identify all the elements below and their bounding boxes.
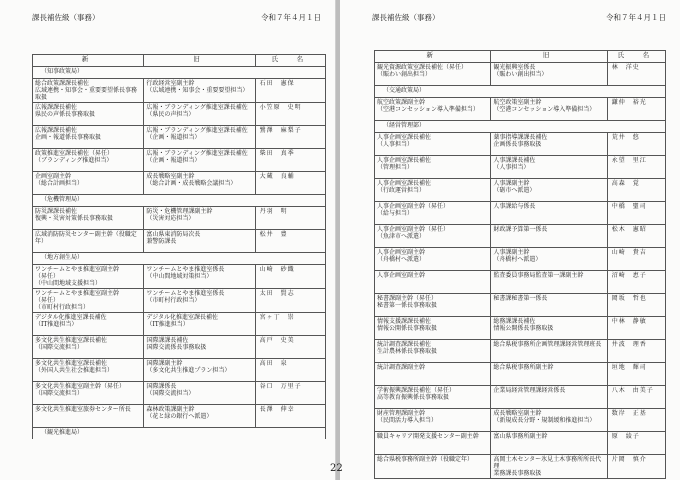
- new-position: ワンチームとやま推進室副主幹 （昇任） （中山間地域支援担当）: [33, 265, 144, 289]
- table-row: [33, 313, 326, 336]
- old-position: 人事課副主幹 （砺市へ派遣）: [491, 179, 607, 202]
- table-row: [33, 336, 326, 359]
- table-row: [33, 149, 326, 172]
- old-position: 人事課課長補佐 （人事担当）: [491, 156, 607, 179]
- column-header-name: 氏 名: [607, 51, 665, 63]
- old-position: 人事課副主幹 （舟橋村へ派遣）: [491, 248, 607, 271]
- table-row: [375, 432, 666, 455]
- section-row: [375, 86, 666, 98]
- table-row: [375, 294, 666, 317]
- left-page-date: 令和７年４月１日: [261, 13, 321, 22]
- old-position: 総合県税事務所副主幹: [491, 363, 607, 386]
- table-row: [33, 289, 326, 313]
- old-position: 高岡土木センター氷見土木事務所所長代理 業務課長事務取扱: [491, 455, 607, 479]
- new-position: ワンチームとやま推進室副主幹 （昇任） （市町村行政担当）: [33, 289, 144, 313]
- new-position: 人事企画室副主幹（昇任） （給与担当）: [375, 202, 491, 225]
- old-position: 国際課副主幹 （多文化共生推進プラン担当）: [144, 359, 255, 382]
- table-row: [33, 359, 326, 382]
- person-name: 岡坂 哲也: [607, 294, 665, 317]
- person-name: 山崎 砂織: [255, 265, 325, 289]
- table-row: [375, 225, 666, 248]
- old-position: 企業局経営管理課経営係長: [491, 386, 607, 409]
- new-position: 総合政策課課長補佐 広域連携・知事会・重要要望係長事務取扱: [33, 79, 144, 103]
- table-row: [375, 202, 666, 225]
- table-row: [33, 207, 326, 230]
- person-name: 宮ヶ丁 崇: [255, 313, 325, 336]
- new-position: 多文化共生推進室旅券センター所長: [33, 405, 144, 428]
- section-label: （交通政策局）: [375, 86, 666, 98]
- section-row: [33, 253, 326, 265]
- person-name: 谷口 万里子: [255, 382, 325, 405]
- column-header-old: 旧: [144, 55, 255, 67]
- old-position: 薬事指導課課長補佐 企画係長事務取扱: [491, 133, 607, 156]
- table-row: [33, 103, 326, 126]
- old-position: 富山県東消防局次長 兼警防課長: [144, 230, 255, 253]
- table-header-row: [33, 55, 326, 67]
- person-name: 林 洋史: [607, 63, 665, 86]
- table-row: [375, 340, 666, 363]
- right-personnel-table: [374, 50, 666, 479]
- new-position: デジタル化推進室課長補佐 （IT推進担当）: [33, 313, 144, 336]
- table-row: [375, 98, 666, 121]
- person-name: 中橋 聖司: [607, 202, 665, 225]
- new-position: 人事企画室課長補佐 （行政運営担当）: [375, 179, 491, 202]
- new-position: 統計調査課副主幹: [375, 363, 491, 386]
- section-row: [33, 195, 326, 207]
- person-name: 数岸 正基: [607, 409, 665, 432]
- table-row: [33, 79, 326, 103]
- column-header-old: 旧: [491, 51, 607, 63]
- person-name: 沼崎 恵子: [607, 271, 665, 294]
- new-position: 航空政策課副主幹 （空港コンセッション導入準備担当）: [375, 98, 491, 121]
- right-page-header: [372, 12, 666, 24]
- table-row: [33, 405, 326, 428]
- section-label: （地方創生局）: [33, 253, 326, 265]
- old-position: 広報・ブランディング推進室課長補佐 （企画・報道担当）: [144, 126, 255, 149]
- old-position: 成長戦略室副主幹 （新規成長分野・規制緩和推進担当）: [491, 409, 607, 432]
- person-name: 長澤 伸幸: [255, 405, 325, 428]
- old-position: デジタル化推進室課長補佐 （IT推進担当）: [144, 313, 255, 336]
- table-row: [375, 455, 666, 479]
- table-row: [33, 172, 326, 195]
- new-position: 人事企画室副主幹（昇任） （魚津市へ派遣）: [375, 225, 491, 248]
- column-header-name: 氏 名: [255, 55, 325, 67]
- old-position: 広報・ブランディング推進室課長補佐 （企画・報道担当）: [144, 149, 255, 172]
- old-position: ワンチームとやま推進室係長 （中山間地域対策担当）: [144, 265, 255, 289]
- old-position: ワンチームとやま推進室係長 （市町村行政担当）: [144, 289, 255, 313]
- old-position: 国際課係長 （国際交流担当）: [144, 382, 255, 405]
- new-position: 人事企画室課長補佐 （管理担当）: [375, 156, 491, 179]
- table-row: [375, 409, 666, 432]
- new-position: 多文化共生推進室副主幹（昇任） （国際交流担当）: [33, 382, 144, 405]
- person-name: 柴田 真季: [255, 149, 325, 172]
- old-position: 人事課給与係長: [491, 202, 607, 225]
- new-position: 広報課課長補佐 県民の声係長事務取扱: [33, 103, 144, 126]
- right-page-date: 令和７年４月１日: [606, 13, 666, 22]
- new-position: 防災課課長補佐 復興・災害対策係長事務取扱: [33, 207, 144, 230]
- old-position: 監査委員事務局監査第一課副主幹: [491, 271, 607, 294]
- person-name: 石田 憲保: [255, 79, 325, 103]
- person-name: 原 綾子: [607, 432, 665, 455]
- table-row: [33, 382, 326, 405]
- new-position: 政策推進室課長補佐（昇任） （ブランディング推進担当）: [33, 149, 144, 172]
- new-position: 人事企画室副主幹: [375, 271, 491, 294]
- new-position: 多文化共生推進室課長補佐 （外国人共生社会推進担当）: [33, 359, 144, 382]
- person-name: 井波 理香: [607, 340, 665, 363]
- old-position: 富山県事務所副主幹: [491, 432, 607, 455]
- new-position: 多文化共生推進室課長補佐 （国際交流担当）: [33, 336, 144, 359]
- left-page-title: 課長補佐級（事務）: [32, 13, 100, 22]
- person-name: 鷺澤 麻梨子: [255, 126, 325, 149]
- person-name: 松井 豊: [255, 230, 325, 253]
- table-row: [375, 63, 666, 86]
- old-position: 財政課予算第一係長: [491, 225, 607, 248]
- person-name: 中林 静敏: [607, 317, 665, 340]
- person-name: 丹羽 明: [255, 207, 325, 230]
- table-row: [375, 248, 666, 271]
- old-position: 防災・危機管理課副主幹 （災害対応担当）: [144, 207, 255, 230]
- person-name: 大蔵 良輔: [255, 172, 325, 195]
- person-name: 松木 憲昭: [607, 225, 665, 248]
- person-name: 高田 泉: [255, 359, 325, 382]
- new-position: 企画室副主幹 （総合計画担当）: [33, 172, 144, 195]
- person-name: 山崎 貴吉: [607, 248, 665, 271]
- person-name: 小笠原 史明: [255, 103, 325, 126]
- person-name: 八木 由美子: [607, 386, 665, 409]
- person-name: 片岡 慎介: [607, 455, 665, 479]
- table-row: [33, 126, 326, 149]
- new-position: 人事企画室副主幹 （舟橋村へ派遣）: [375, 248, 491, 271]
- table-row: [375, 271, 666, 294]
- table-header-row: [375, 51, 666, 63]
- table-row: [375, 133, 666, 156]
- person-name: 荒井 悠: [607, 133, 665, 156]
- person-name: 鎌仲 裕光: [607, 98, 665, 121]
- person-name: 高戸 史美: [255, 336, 325, 359]
- old-position: 秘書課秘書第一係長: [491, 294, 607, 317]
- new-position: 広報課課長補佐 企画・報道係長事務取扱: [33, 126, 144, 149]
- new-position: 統計調査課課長補佐 生計農林係長事務取扱: [375, 340, 491, 363]
- new-position: 広域消防防災センター副主幹（役職定年）: [33, 230, 144, 253]
- section-row: [375, 121, 666, 133]
- left-page-header: [32, 12, 321, 24]
- new-position: 財産管理課副主幹 （民間活力導入担当）: [375, 409, 491, 432]
- table-row: [375, 386, 666, 409]
- old-position: 総合県税事務所企画管理課経営管理班長: [491, 340, 607, 363]
- person-name: 永望 里江: [607, 156, 665, 179]
- new-position: 情報支援課課長補佐 情報公開係長事務取扱: [375, 317, 491, 340]
- section-row: [33, 67, 326, 79]
- table-row: [33, 230, 326, 253]
- section-label: （観光推進局）: [33, 428, 326, 440]
- left-personnel-table: [32, 54, 326, 439]
- section-row: [33, 428, 326, 440]
- old-position: 国際課課長補佐 国際交流係長事務取扱: [144, 336, 255, 359]
- table-row: [375, 363, 666, 386]
- new-position: 総合県税事務所副主幹（役職定年）: [375, 455, 491, 479]
- old-position: 総務課課長補佐 情報公開係長事務取扱: [491, 317, 607, 340]
- table-row: [33, 265, 326, 289]
- old-position: 行政経営室副主幹 （広域連携・知事会・重要要望担当）: [144, 79, 255, 103]
- column-header-new: 新: [33, 55, 144, 67]
- section-label: （知事政策局）: [33, 67, 326, 79]
- section-label: （危機管理局）: [33, 195, 326, 207]
- new-position: 学術振興課課長補佐（昇任） 高等教育振興係長事務取扱: [375, 386, 491, 409]
- right-page: [340, 0, 680, 480]
- old-position: 森林政策課副主幹 （花と緑の銀行へ派遣）: [144, 405, 255, 428]
- old-position: 観光振興室係長 （賑わい創出担当）: [491, 63, 607, 86]
- person-name: 高森 覚: [607, 179, 665, 202]
- table-row: [375, 156, 666, 179]
- new-position: 職員キャリア開発支援センター副主幹: [375, 432, 491, 455]
- table-row: [375, 179, 666, 202]
- old-position: 航空政策室副主幹 （空港コンセッション導入準備担当）: [491, 98, 607, 121]
- column-header-new: 新: [375, 51, 491, 63]
- new-position: 観光資源政策室課長補佐（昇任） （賑わい創出担当）: [375, 63, 491, 86]
- right-page-title: 課長補佐級（事務）: [372, 13, 440, 22]
- new-position: 秘書課副主幹（昇任） 秘書第一係長事務取扱: [375, 294, 491, 317]
- old-position: 広報・ブランディング推進室課長補佐 （県民の声担当）: [144, 103, 255, 126]
- page-number: 22: [330, 463, 343, 474]
- person-name: 垣地 輝司: [607, 363, 665, 386]
- new-position: 人事企画室課長補佐 （人事担当）: [375, 133, 491, 156]
- table-row: [375, 317, 666, 340]
- person-name: 太田 賢志: [255, 289, 325, 313]
- old-position: 成長戦略室副主幹 （総合計画・成長戦略会議担当）: [144, 172, 255, 195]
- left-page: [0, 0, 336, 480]
- section-label: （経営管理部）: [375, 121, 666, 133]
